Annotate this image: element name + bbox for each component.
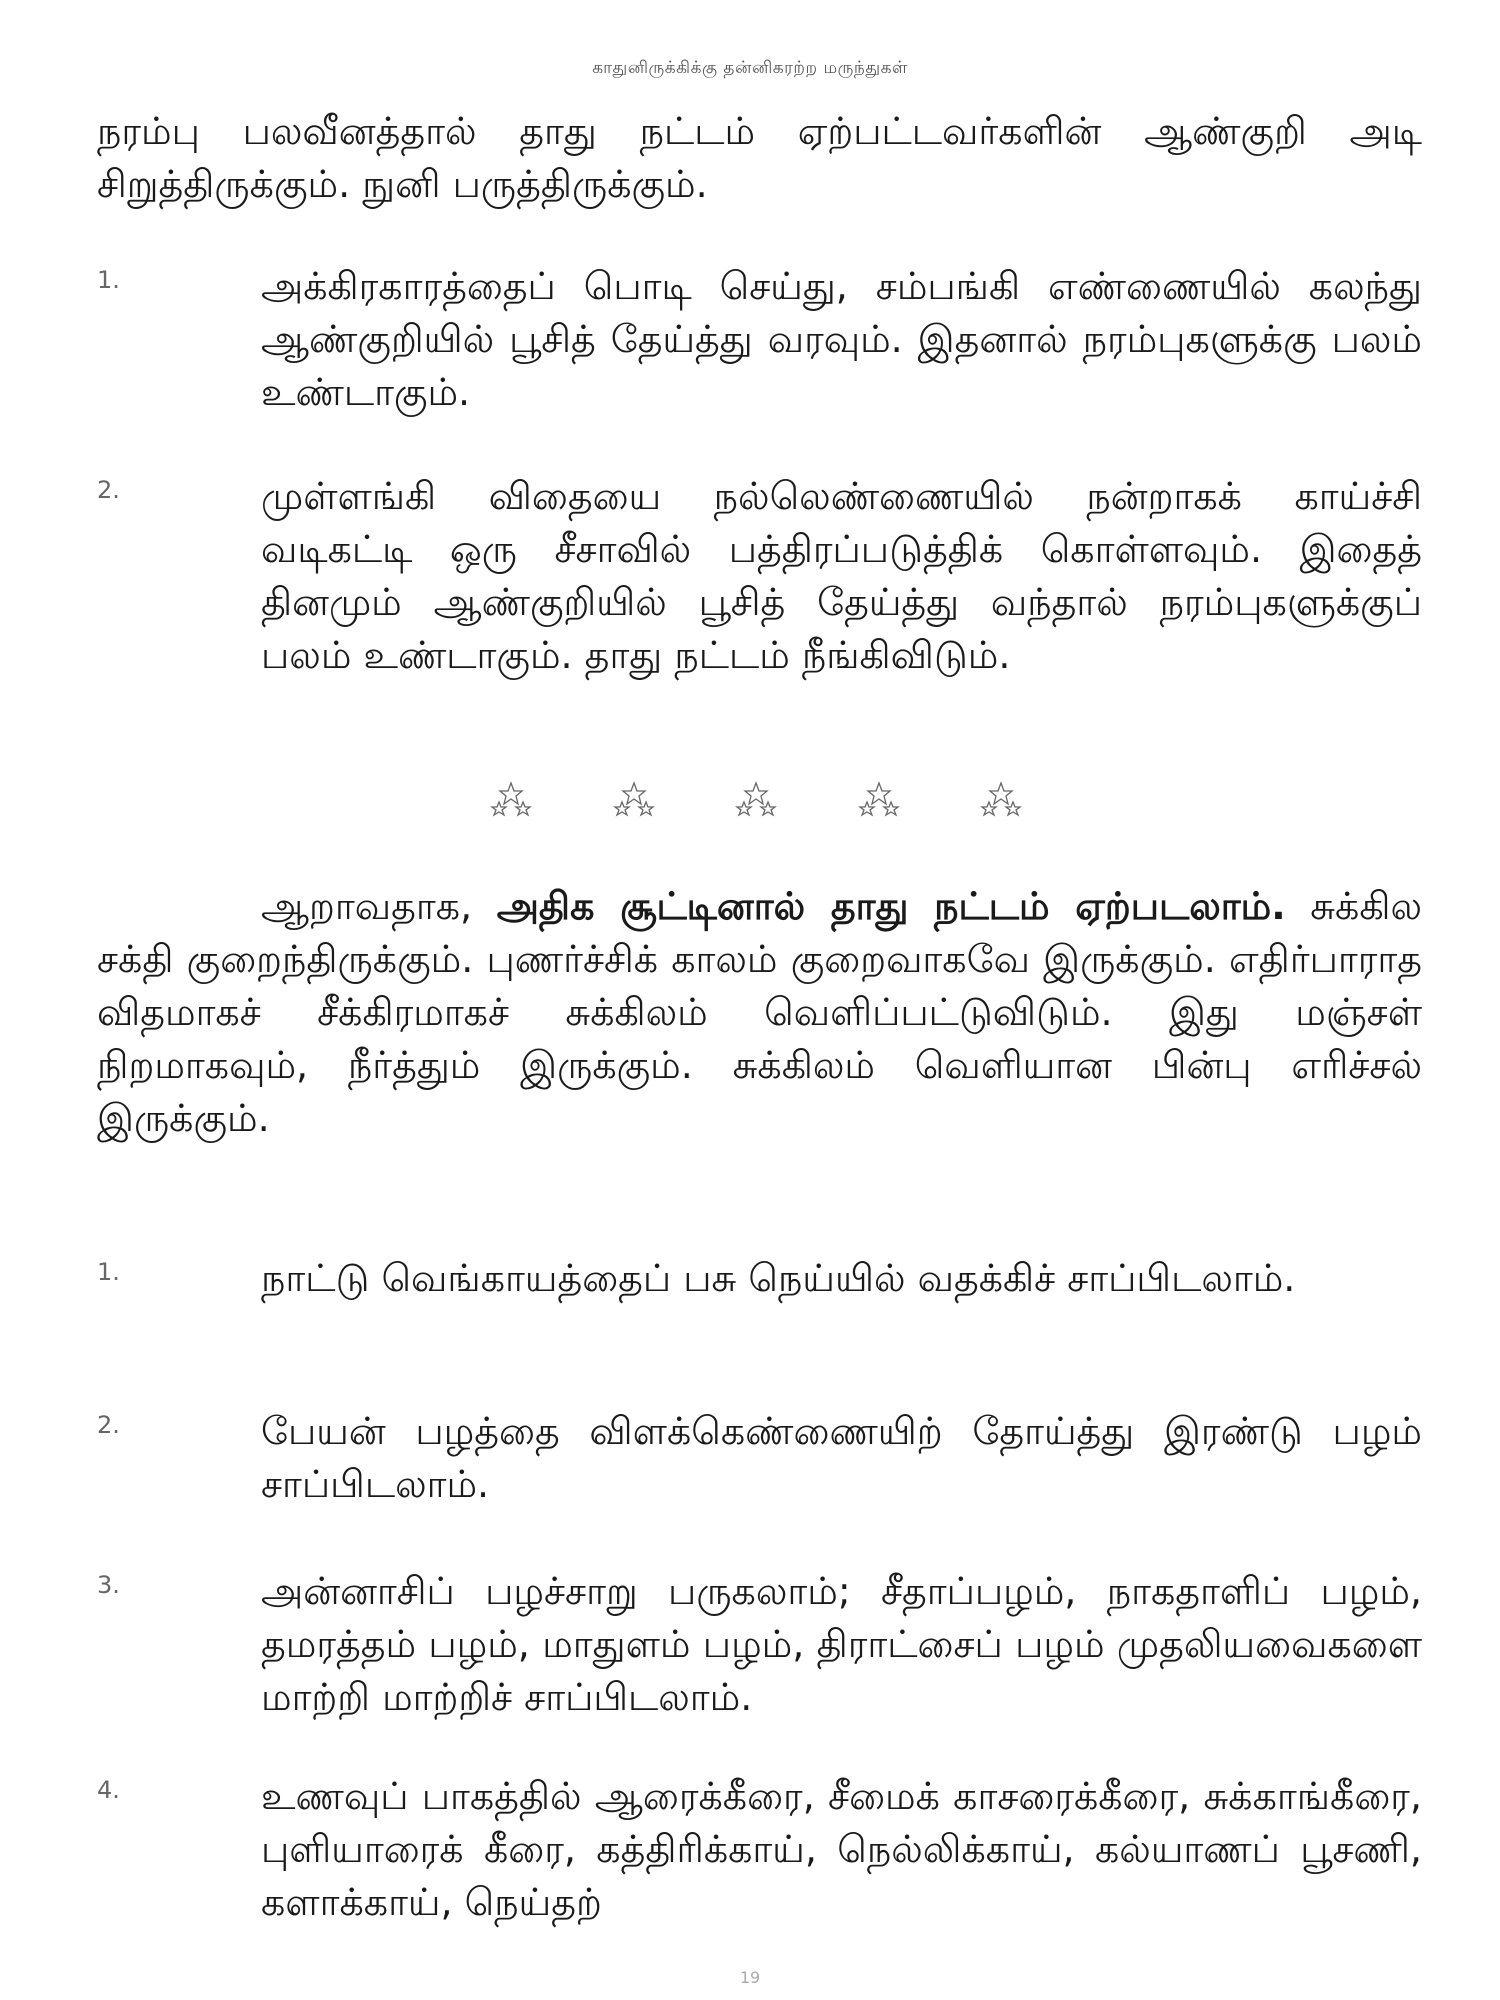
item-number: 2.: [97, 1411, 120, 1439]
item-number: 3.: [97, 1571, 120, 1599]
item-text: பேயன் பழத்தை விளக்கெண்ணையிற் தோய்த்து இரண்டு பழம் சாப்பிடலாம்.: [261, 1409, 1422, 1506]
page-number: 19: [739, 1968, 761, 1987]
item-text: அக்கிரகாரத்தைப் பொடி செய்து, சம்பங்கி எண்ணையில் கலந்து ஆண்குறியில் பூசித் தேய்த்து வரவும். இதனால் நரம்புகளுக்கு பலம் உண்டாகும்.: [261, 264, 1422, 414]
item-text: நாட்டு வெங்காயத்தைப் பசு நெய்யில் வதக்கிச் சாப்பிடலாம்.: [261, 1256, 1296, 1300]
intro-paragraph: நரம்பு பலவீனத்தால் தாது நட்டம் ஏற்பட்டவர்களின் ஆண்குறி அடி சிறுத்திருக்கும். நுனி பருத்திருக்கும்.: [97, 109, 1422, 206]
item-number: 4.: [97, 1776, 120, 1804]
item-text: உணவுப் பாகத்தில் ஆரைக்கீரை, சீமைக் காசரைக்கீரை, சுக்காங்கீரை, புளியாரைக் கீரை, கத்திரிக்காய், நெல்லிக்காய், கல்யாணப் பூசணி, களாக்காய், நெய்தற்: [261, 1774, 1422, 1924]
item-number: 1.: [97, 1258, 120, 1286]
star-cluster-icon: [486, 778, 536, 828]
item-text: முள்ளங்கி விதையை நல்லெண்ணையில் நன்றாகக் காய்ச்சி வடிகட்டி ஒரு சீசாவில் பத்திரப்படுத்திக் கொள்ளவும். இதைத் தினமும் ஆண்குறியில் பூசித் தேய்த்து வந்தால் நரம்புகளுக்குப் பலம் உண்டாகும். தாது நட்டம் நீங்கிவிடும்.: [261, 474, 1422, 677]
item-number: 1.: [97, 266, 120, 294]
running-header: காதுனிருக்கிக்கு தன்னிகரற்ற மருந்துகள்: [592, 58, 908, 78]
item-text: அன்னாசிப் பழச்சாறு பருகலாம்; சீதாப்பழம், நாகதாளிப் பழம், தமரத்தம் பழம், மாதுளம் பழம், திராட்சைப் பழம் முதலியவைகளை மாற்றி மாற்றிச் சாப்பிடலாம்.: [261, 1569, 1422, 1719]
item-number: 2.: [97, 476, 120, 504]
star-cluster-icon: [609, 778, 659, 828]
star-cluster-icon: [976, 778, 1026, 828]
section-separator: [486, 778, 1026, 828]
section-body: சுக்கில சக்தி குறைந்திருக்கும். புணர்ச்சிக் காலம் குறைவாகவே இருக்கும். எதிர்பாராத விதமாகச் சீக்கிரமாகச் சுக்கிலம் வெளிப்பட்டுவிடும். இது மஞ்சள் நிறமாகவும், நீர்த்தும் இருக்கும். சுக்கிலம் வெளியான பின்பு எரிச்சல் இருக்கும்.: [97, 884, 1422, 1140]
section-heading-bold: அதிக சூட்டினால் தாது நட்டம் ஏற்படலாம்.: [496, 884, 1286, 928]
star-cluster-icon: [854, 778, 904, 828]
star-cluster-icon: [731, 778, 781, 828]
section-lead: ஆறாவதாக,: [261, 884, 473, 928]
section-paragraph: [97, 880, 1422, 1145]
